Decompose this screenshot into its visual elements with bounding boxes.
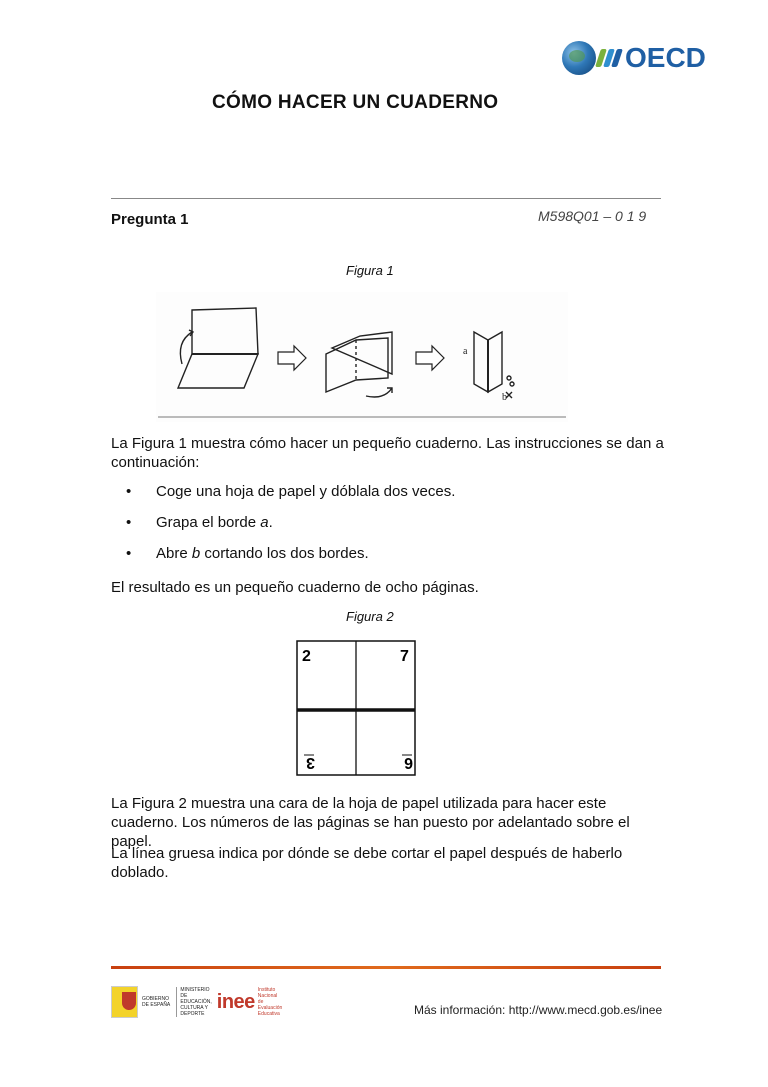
more-info-link[interactable]: Más información: http://www.mecd.gob.es/inee — [414, 1003, 663, 1017]
figure2-caption: Figura 2 — [346, 609, 394, 624]
result-paragraph: El resultado es un pequeño cuaderno de ocho páginas. — [111, 579, 479, 596]
ministry-line: MINISTERIO DE EDUCACIÓN, CULTURA Y DEPORTE — [180, 987, 212, 1017]
globe-icon — [562, 41, 596, 75]
chevrons-icon — [598, 49, 622, 67]
inee-logo: inee — [216, 990, 255, 1013]
page-number: 2 — [302, 648, 311, 665]
list-item: • Abre b cortando los dos bordes. — [126, 545, 369, 562]
label-b: b — [502, 392, 507, 403]
inee-line: Instituto Nacional — [257, 987, 278, 999]
page-title: CÓMO HACER UN CUADERNO — [212, 92, 499, 113]
figure2-paragraph: La Figura 2 muestra una cara de la hoja de papel utilizada para hacer este cuaderno. Los números de las páginas se han puesto por adelantado sobre el papel. — [111, 795, 630, 850]
label-a: a — [463, 346, 468, 357]
government-logo — [111, 986, 286, 1018]
inee-line: de Evaluación — [257, 999, 283, 1011]
question-code: M598Q01 – 0 1 9 — [538, 208, 647, 224]
coat-of-arms-icon — [111, 986, 138, 1018]
oecd-logo — [562, 36, 712, 80]
oecd-wordmark: OECD — [625, 42, 706, 73]
page-number: 3 — [306, 754, 315, 771]
intro-paragraph: La Figura 1 muestra cómo hacer un pequeño cuaderno. Las instrucciones se dan a continuación: — [111, 435, 664, 471]
list-item: • Coge una hoja de papel y dóblala dos veces. — [126, 483, 456, 500]
inee-line: Educativa — [257, 1011, 280, 1017]
divider — [111, 198, 661, 199]
list-item: • Grapa el borde a. — [126, 514, 273, 531]
figure1-caption: Figura 1 — [346, 263, 394, 278]
figure1-illustration — [156, 292, 568, 422]
question-label: Pregunta 1 — [111, 211, 189, 228]
figure2-diagram — [296, 640, 416, 776]
page-number: 6 — [404, 754, 413, 771]
gov-line: GOBIERNO DE ESPAÑA — [142, 996, 171, 1008]
cut-line-paragraph: La línea gruesa indica por dónde se debe cortar el papel después de haberlo doblado. — [111, 845, 623, 881]
page-number: 7 — [400, 648, 409, 665]
footer-divider — [111, 966, 661, 969]
